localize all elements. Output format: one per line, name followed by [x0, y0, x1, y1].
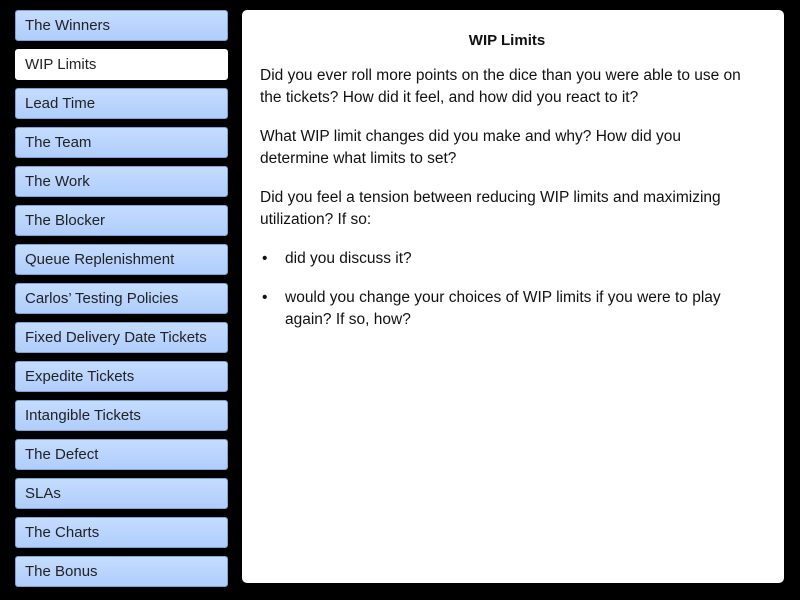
content-panel	[242, 10, 784, 583]
list-item-text: would you change your choices of WIP limits if you were to play again? If so, how?	[285, 289, 721, 328]
sidebar-item-wip-limits[interactable]: WIP Limits	[15, 49, 228, 80]
sidebar-item-the-work[interactable]: The Work	[15, 166, 228, 197]
bullet-marker: •	[262, 250, 268, 267]
sidebar-item-expedite-tickets[interactable]: Expedite Tickets	[15, 361, 228, 392]
sidebar-item-carlos-testing-policies[interactable]: Carlos’ Testing Policies	[15, 283, 228, 314]
list-item-text: did you discuss it?	[285, 250, 412, 267]
sidebar-nav	[15, 10, 228, 595]
list-item	[260, 287, 754, 331]
sidebar-item-the-winners[interactable]: The Winners	[15, 10, 228, 41]
sidebar-item-slas[interactable]: SLAs	[15, 478, 228, 509]
question-paragraph: Did you feel a tension between reducing WIP limits and maximizing utilization? If so:	[260, 189, 721, 228]
sidebar-item-the-blocker[interactable]: The Blocker	[15, 205, 228, 236]
sidebar-item-the-charts[interactable]: The Charts	[15, 517, 228, 548]
sidebar-item-the-team[interactable]: The Team	[15, 127, 228, 158]
question-paragraph: Did you ever roll more points on the dice than you were able to use on the tickets? How did it feel, and how did you react to it?	[260, 67, 741, 106]
sidebar-item-the-defect[interactable]: The Defect	[15, 439, 228, 470]
sidebar-item-queue-replenishment[interactable]: Queue Replenishment	[15, 244, 228, 275]
sidebar-item-lead-time[interactable]: Lead Time	[15, 88, 228, 119]
question-paragraph: What WIP limit changes did you make and why? How did you determine what limits to set?	[260, 128, 681, 167]
sidebar-item-fixed-delivery-date-tickets[interactable]: Fixed Delivery Date Tickets	[15, 322, 228, 353]
page-title: WIP Limits	[468, 32, 546, 49]
bullet-marker: •	[262, 289, 268, 306]
list-item	[260, 248, 754, 270]
sidebar-item-intangible-tickets[interactable]: Intangible Tickets	[15, 400, 228, 431]
bullet-list	[260, 248, 754, 331]
sidebar-item-the-bonus[interactable]: The Bonus	[15, 556, 228, 587]
